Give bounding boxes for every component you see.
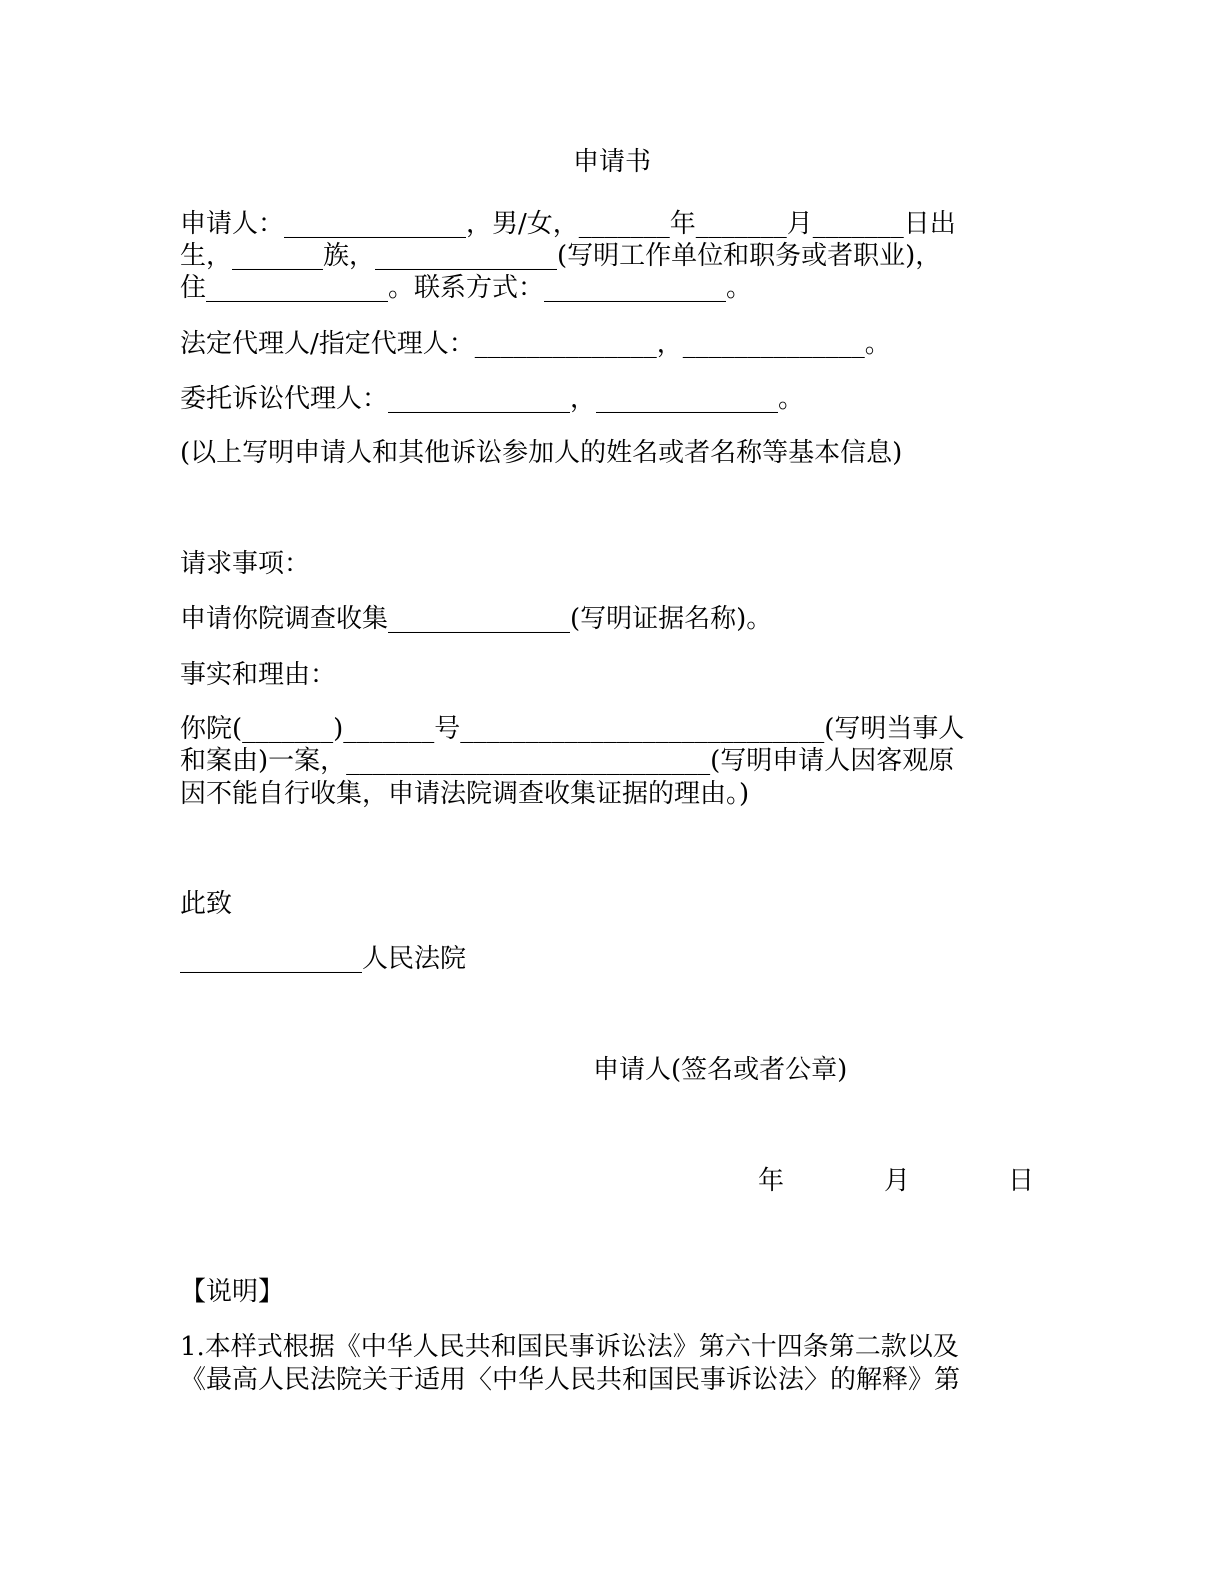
facts-heading: 事实和理由：: [180, 660, 337, 690]
document-title: 申请书: [572, 147, 651, 177]
court-line: ______________人民法院: [180, 944, 467, 974]
date-day: 日: [1008, 1166, 1035, 1196]
request-heading: 请求事项：: [180, 549, 311, 579]
explanation-item-1-line-2: 《最高人民法院关于适用〈中华人民共和国民事诉讼法〉的解释》第: [180, 1365, 961, 1395]
litigation-agent-line: 委托诉讼代理人：______________，______________。: [180, 384, 805, 414]
salutation: 此致: [180, 889, 233, 919]
legal-representative-line: 法定代理人/指定代理人：______________，______________。: [180, 329, 891, 359]
date-month: 月: [884, 1166, 911, 1196]
applicant-line-1: 申请人：______________，男/女，_______年_______月_______日出: [180, 209, 956, 239]
facts-line-3: 因不能自行收集，申请法院调查收集证据的理由。): [180, 779, 750, 809]
applicant-line-2: 生，_______族，______________(写明工作单位和职务或者职业)，: [180, 241, 942, 271]
applicant-line-3: 住______________。联系方式：______________。: [180, 273, 753, 303]
signature-line: 申请人(签名或者公章): [593, 1055, 848, 1085]
facts-line-2: 和案由)一案，____________________________(写明申请人因客观原: [180, 746, 955, 776]
date-year: 年: [758, 1166, 785, 1196]
parties-note: (以上写明申请人和其他诉讼参加人的姓名或者名称等基本信息): [180, 438, 903, 468]
explanation-item-1-line-1: 1.本样式根据《中华人民共和国民事诉讼法》第六十四条第二款以及: [180, 1332, 959, 1362]
request-body: 申请你院调查收集______________(写明证据名称)。: [180, 604, 773, 634]
facts-line-1: 你院(_______)_______号____________________________(写明当事人: [180, 714, 965, 744]
explanation-heading: 【说明】: [180, 1277, 285, 1307]
